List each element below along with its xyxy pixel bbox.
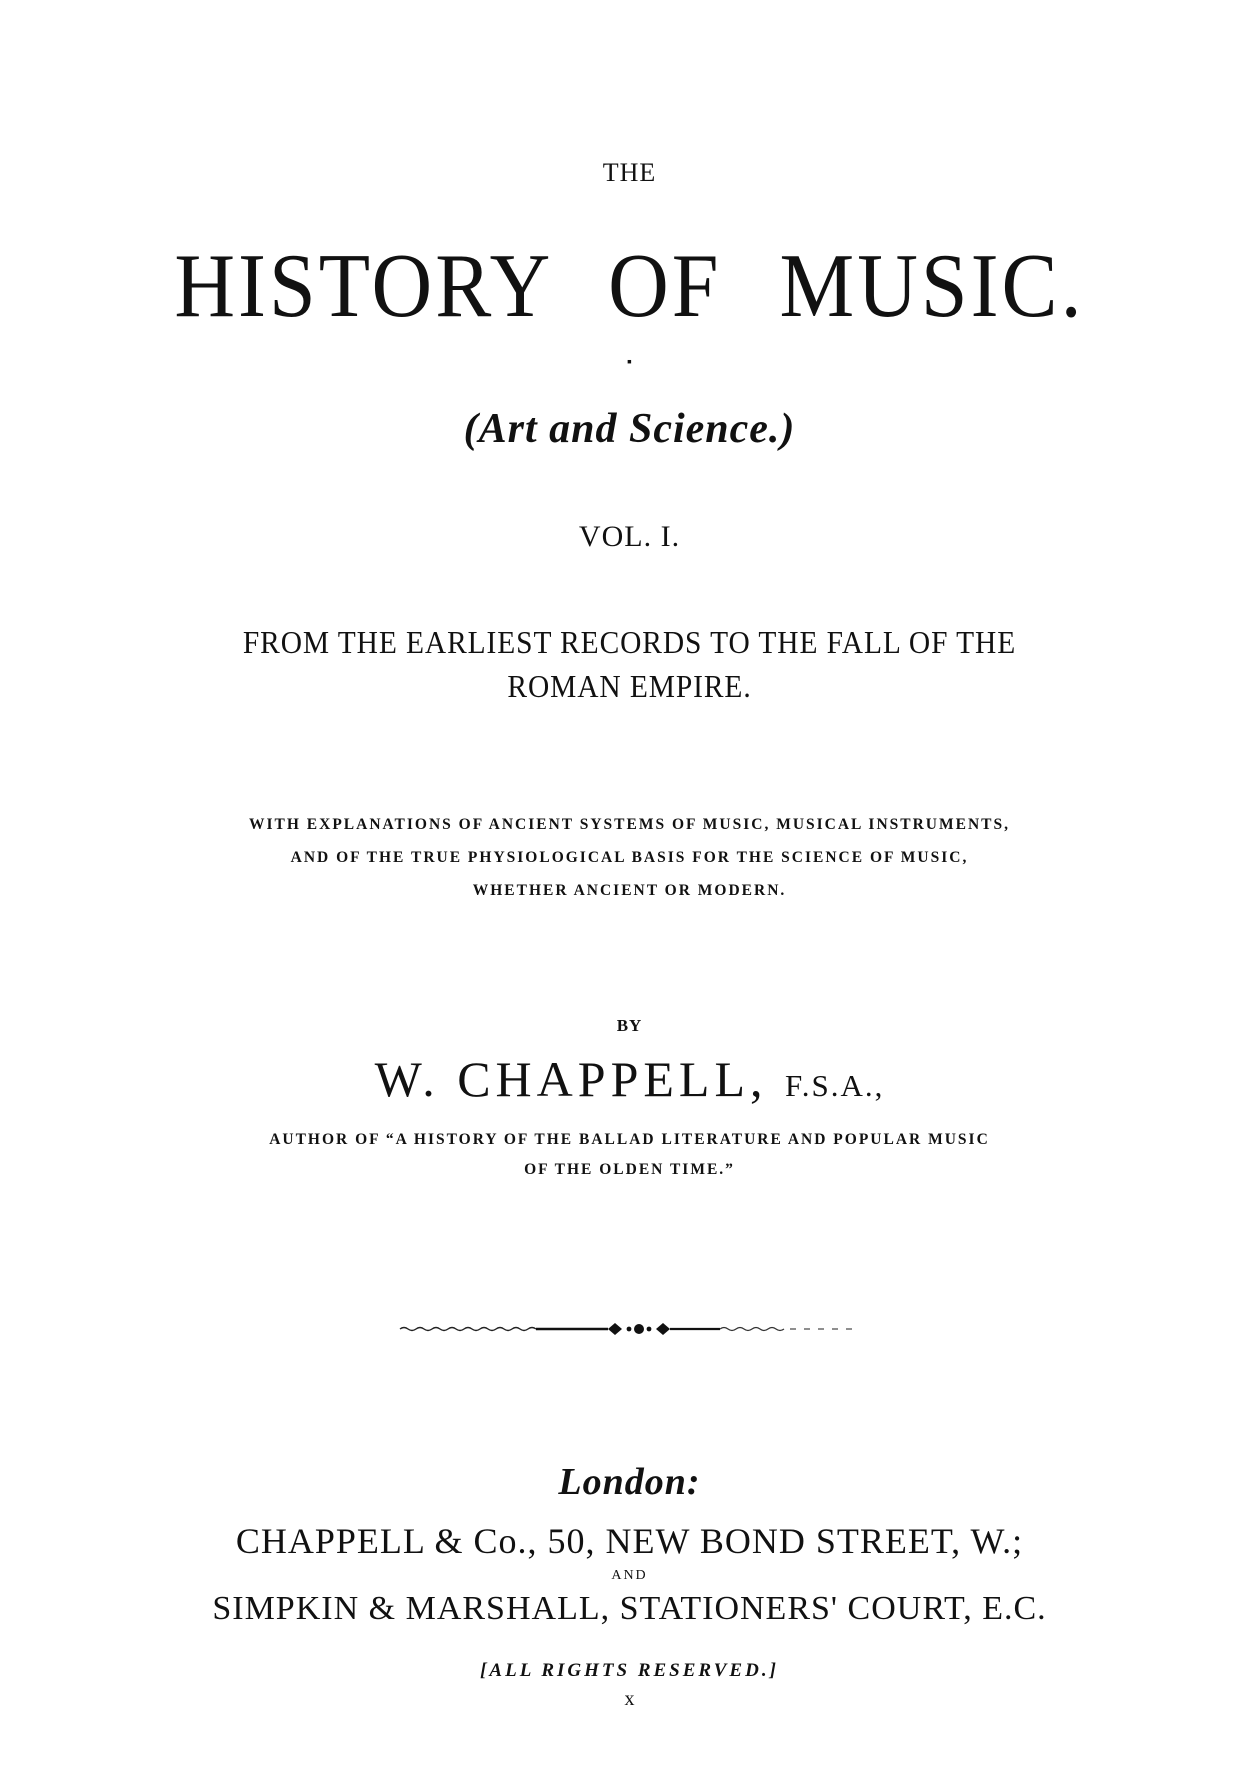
scope-line-1: FROM THE EARLIEST RECORDS TO THE FALL OF THE [242,624,1017,660]
explanation-statement [0,808,1259,907]
printer-mark: x [624,1688,635,1710]
book-title: HISTORY OF MUSIC. [174,236,1085,337]
rights-notice: [ALL RIGHTS RESERVED.] [480,1660,779,1681]
author-credits-line-1: AUTHOR OF “A HISTORY OF THE BALLAD LITERATURE AND POPULAR MUSIC [269,1131,990,1148]
author-suffix: F.S.A., [785,1068,885,1103]
author-credits-line-2: OF THE OLDEN TIME.” [524,1161,735,1178]
book-subtitle: (Art and Science.) [463,406,796,452]
author-name: W. CHAPPELL, [374,1051,768,1107]
explanation-line-3: WHETHER ANCIENT OR MODERN. [472,882,787,899]
title-article: THE [602,158,657,187]
volume-number: VOL. I. [578,520,681,553]
publisher-line-2: SIMPKIN & MARSHALL, STATIONERS' COURT, E.C. [212,1590,1047,1627]
author-credits [0,1125,1259,1185]
explanation-line-2: AND OF THE TRUE PHYSIOLOGICAL BASIS FOR THE SCIENCE OF MUSIC, [290,849,969,866]
ornamental-rule-icon [390,1318,870,1338]
place-of-publication: London: [558,1461,701,1503]
explanation-line-1: WITH EXPLANATIONS OF ANCIENT SYSTEMS OF MUSIC, MUSICAL INSTRUMENTS, [248,816,1010,833]
author-line [0,1050,1259,1108]
by-label: BY [616,1016,643,1035]
publisher-line-1: CHAPPELL & Co., 50, NEW BOND STREET, W.; [235,1521,1024,1561]
scope-line-2: ROMAN EMPIRE. [507,668,752,704]
publisher-and: AND [611,1568,648,1583]
scope-statement [50,620,1208,708]
ornament-dot: ▪ [627,355,632,370]
